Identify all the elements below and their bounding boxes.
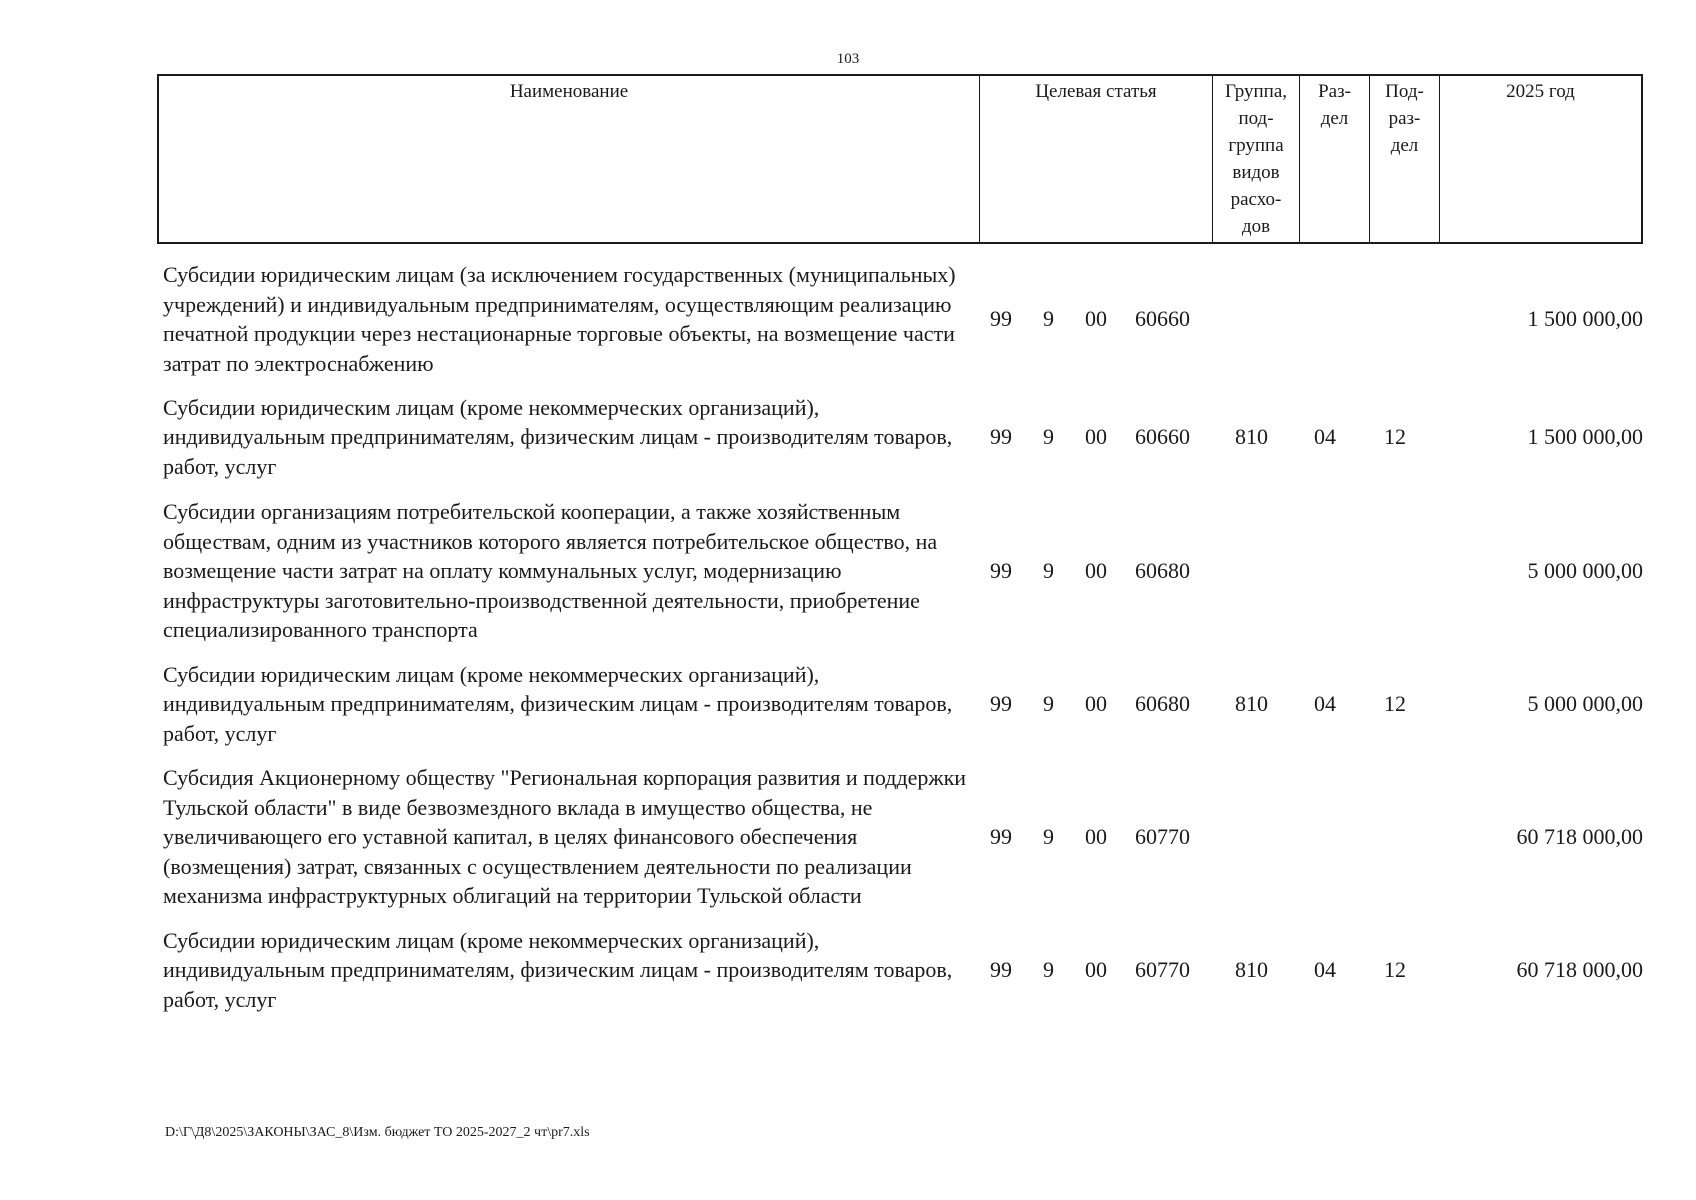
row-code-1: 99	[990, 306, 1012, 332]
row-name: Субсидия Акционерному обществу "Региональная корпорация развития и поддержки Тульской области" в виде безвозмездного вклада в имущество общества, не увеличивающего его уставной капитал, в целях финансового обеспечения (возмещения) затрат, связанных с осуществлением деятельности по реализации механизма инфраструктурных облигаций на территории Тульской области	[163, 765, 967, 909]
row-code-2: 9	[1043, 957, 1054, 983]
row-code-3: 00	[1085, 558, 1107, 584]
row-amount: 60 718 000,00	[1516, 824, 1643, 850]
header-subsection-line: Под-	[1385, 81, 1424, 102]
row-name: Субсидии юридическим лицам (за исключением государственных (муниципальных) учреждений) и индивидуальным предпринимателям, осуществляющим реализацию печатной продукции через нестационарные торговые объекты, на возмещение части затрат по электроснабжению	[163, 262, 956, 376]
table-row	[0, 259, 1696, 379]
row-group: 810	[1235, 424, 1268, 450]
row-code-1: 99	[990, 558, 1012, 584]
row-code-4: 60660	[1135, 306, 1190, 332]
row-section: 04	[1314, 424, 1336, 450]
row-name: Субсидии юридическим лицам (кроме некоммерческих организаций), индивидуальным предпринимателям, физическим лицам - производителям товаров, работ, услуг	[163, 927, 953, 1012]
header-section	[1300, 76, 1370, 242]
table-row	[0, 659, 1696, 749]
row-subsection: 12	[1384, 424, 1406, 450]
header-section-line: Раз-	[1318, 81, 1351, 102]
header-group-line: Группа,	[1224, 81, 1288, 102]
row-name: Субсидии юридическим лицам (кроме некоммерческих организаций), индивидуальным предпринимателям, физическим лицам - производителям товаров, работ, услуг	[163, 394, 953, 479]
row-code-2: 9	[1043, 824, 1054, 850]
row-code-2: 9	[1043, 558, 1054, 584]
row-amount: 1 500 000,00	[1527, 306, 1643, 332]
row-code-1: 99	[990, 957, 1012, 983]
page-number: 103	[836, 51, 860, 67]
header-section-line: дел	[1320, 108, 1349, 129]
header-subsection	[1370, 76, 1440, 242]
row-code-3: 00	[1085, 691, 1107, 717]
row-code-3: 00	[1085, 957, 1107, 983]
row-code-4: 60770	[1135, 957, 1190, 983]
row-amount: 60 718 000,00	[1516, 957, 1643, 983]
header-subsection-line: дел	[1390, 135, 1419, 156]
table-row	[0, 392, 1696, 482]
table-row	[0, 748, 1696, 926]
row-subsection: 12	[1384, 691, 1406, 717]
row-code-3: 00	[1085, 306, 1107, 332]
row-code-1: 99	[990, 424, 1012, 450]
header-target: Целевая статья	[980, 76, 1213, 242]
header-group-line: группа	[1228, 135, 1284, 156]
row-code-4: 60660	[1135, 424, 1190, 450]
row-name: Субсидии юридическим лицам (кроме некоммерческих организаций), индивидуальным предпринимателям, физическим лицам - производителям товаров, работ, услуг	[163, 661, 953, 746]
header-name: Наименование	[159, 76, 980, 242]
row-section: 04	[1314, 691, 1336, 717]
header-group-line: расхо-	[1230, 189, 1282, 210]
row-code-4: 60770	[1135, 824, 1190, 850]
row-section: 04	[1314, 957, 1336, 983]
row-amount: 5 000 000,00	[1527, 691, 1643, 717]
row-subsection: 12	[1384, 957, 1406, 983]
row-code-3: 00	[1085, 424, 1107, 450]
row-amount: 1 500 000,00	[1527, 424, 1643, 450]
header-subsection-line: раз-	[1388, 108, 1421, 129]
row-code-1: 99	[990, 691, 1012, 717]
row-amount: 5 000 000,00	[1527, 558, 1643, 584]
row-code-2: 9	[1043, 424, 1054, 450]
row-code-4: 60680	[1135, 558, 1190, 584]
header-group-line: под-	[1238, 108, 1274, 129]
row-group: 810	[1235, 957, 1268, 983]
header-year: 2025 год	[1506, 81, 1575, 102]
row-name: Субсидии организациям потребительской кооперации, а также хозяйственным обществам, одним из участников которого является потребительское общество, на возмещение части затрат на оплату коммунальных услуг, модернизацию инфраструктуры заготовительно-производственной деятельности, приобретение специализированного транспорта	[163, 499, 938, 643]
table-row	[0, 925, 1696, 1015]
table-row	[0, 497, 1696, 645]
row-code-4: 60680	[1135, 691, 1190, 717]
header-group-line: дов	[1241, 216, 1271, 237]
header-group	[1213, 76, 1300, 242]
row-code-2: 9	[1043, 306, 1054, 332]
row-code-1: 99	[990, 824, 1012, 850]
table-header	[157, 74, 1643, 244]
row-code-3: 00	[1085, 824, 1107, 850]
header-group-line: видов	[1232, 162, 1280, 183]
row-group: 810	[1235, 691, 1268, 717]
footer-file-path: D:\Г\Д8\2025\ЗАКОНЫ\ЗАС_8\Изм. бюджет ТО 2025-2027_2 чт\pr7.xls	[165, 1125, 590, 1140]
row-code-2: 9	[1043, 691, 1054, 717]
